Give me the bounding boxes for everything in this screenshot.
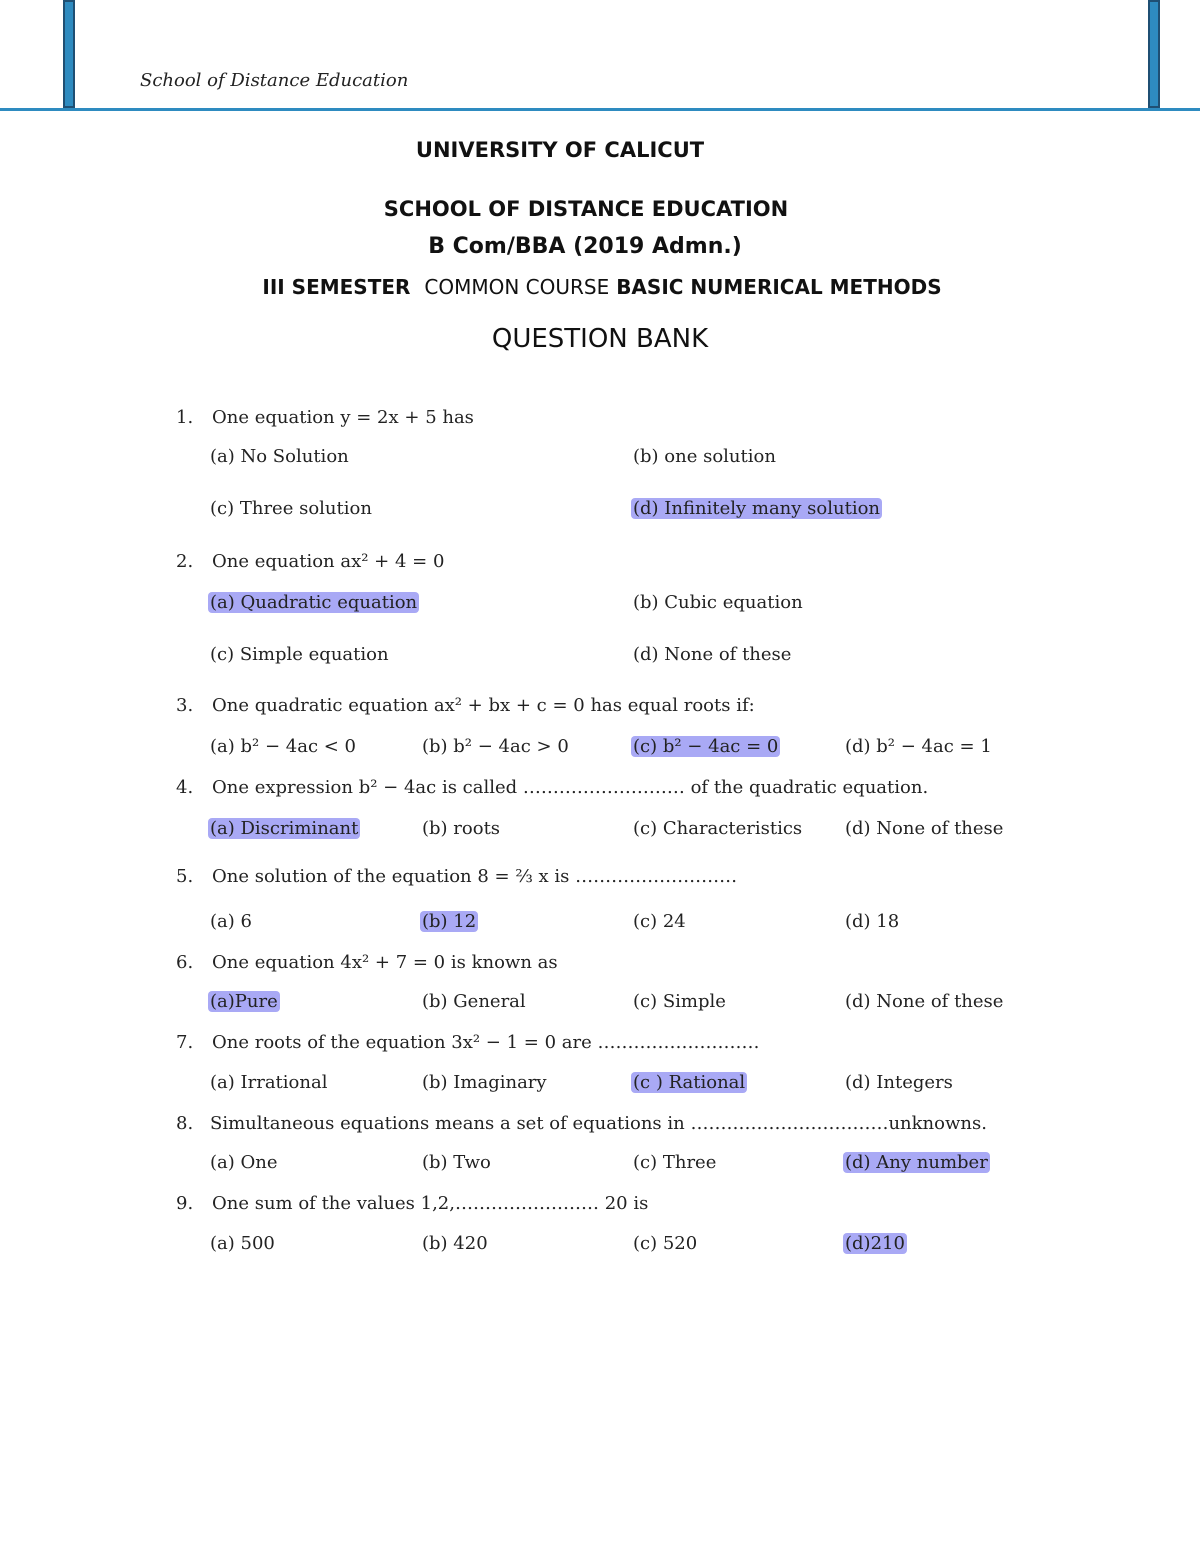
school-title: SCHOOL OF DISTANCE EDUCATION [383, 197, 789, 221]
course-title [2, 275, 1200, 299]
header-right-bar [1148, 0, 1160, 108]
option-c: (c) Three [633, 1152, 717, 1173]
option-d: (d) None of these [845, 991, 1004, 1012]
question-number: 2. [176, 551, 194, 572]
university-title: UNIVERSITY OF CALICUT [415, 138, 705, 162]
question-number: 8. [176, 1113, 194, 1134]
option-a: (a) b² − 4ac < 0 [210, 736, 357, 757]
question-text: Simultaneous equations means a set of equations in ……………………………unknowns. [210, 1113, 987, 1134]
question-text: One equation y = 2x + 5 has [212, 407, 474, 428]
question-text: One equation ax² + 4 = 0 [212, 551, 445, 572]
header-left-bar [63, 0, 75, 108]
option-b: (b) Cubic equation [633, 592, 803, 613]
option-a: (a) One [210, 1152, 278, 1173]
question-number: 9. [176, 1193, 194, 1214]
option-d-answer: (d) Any number [845, 1152, 988, 1173]
option-c-answer: (c) b² − 4ac = 0 [633, 736, 779, 757]
question-text: One quadratic equation ax² + bx + c = 0 has equal roots if: [212, 695, 755, 716]
option-c: (c) Simple equation [210, 644, 389, 665]
semester-label: III SEMESTER [262, 275, 411, 299]
question-number: 3. [176, 695, 194, 716]
option-c: (c) 520 [633, 1233, 698, 1254]
question-number: 1. [176, 407, 194, 428]
option-b-answer: (b) 12 [422, 911, 477, 932]
course-type-label: COMMON COURSE [424, 275, 610, 299]
option-d: (d) None of these [633, 644, 792, 665]
option-a-answer: (a)Pure [210, 991, 278, 1012]
option-d: (d) None of these [845, 818, 1004, 839]
question-bank-title: QUESTION BANK [491, 324, 709, 354]
option-d-answer: (d)210 [845, 1233, 905, 1254]
option-a: (a) 6 [210, 911, 252, 932]
option-d: (d) b² − 4ac = 1 [845, 736, 992, 757]
question-text: One equation 4x² + 7 = 0 is known as [212, 952, 558, 973]
option-b: (b) roots [422, 818, 501, 839]
question-number: 6. [176, 952, 194, 973]
option-a-answer: (a) Discriminant [210, 818, 359, 839]
option-b: (b) 420 [422, 1233, 488, 1254]
course-name-label: BASIC NUMERICAL METHODS [616, 275, 942, 299]
option-c: (c) Characteristics [633, 818, 803, 839]
option-c: (c) Three solution [210, 498, 372, 519]
option-c: (c) 24 [633, 911, 686, 932]
running-header: School of Distance Education [140, 70, 409, 91]
option-b: (b) one solution [633, 446, 776, 467]
header-rule [0, 108, 1200, 111]
option-d: (d) Integers [845, 1072, 953, 1093]
option-a-answer: (a) Quadratic equation [210, 592, 418, 613]
question-text: One expression b² − 4ac is called ……………………… of the quadratic equation. [212, 777, 929, 798]
option-b: (b) Two [422, 1152, 491, 1173]
option-a: (a) No Solution [210, 446, 349, 467]
option-b: (b) Imaginary [422, 1072, 547, 1093]
option-d-answer: (d) Infinitely many solution [633, 498, 881, 519]
option-a: (a) 500 [210, 1233, 275, 1254]
admission-title: B Com/BBA (2019 Admn.) [428, 234, 742, 259]
question-text: One sum of the values 1,2,…………………… 20 is [212, 1193, 649, 1214]
question-number: 7. [176, 1032, 194, 1053]
option-c-answer: (c ) Rational [633, 1072, 746, 1093]
option-b: (b) b² − 4ac > 0 [422, 736, 569, 757]
question-text: One solution of the equation 8 = ⅔ x is ……………………… [212, 866, 738, 887]
question-number: 5. [176, 866, 194, 887]
option-c: (c) Simple [633, 991, 726, 1012]
option-d: (d) 18 [845, 911, 900, 932]
question-number: 4. [176, 777, 194, 798]
question-text: One roots of the equation 3x² − 1 = 0 are ……………………… [212, 1032, 760, 1053]
option-a: (a) Irrational [210, 1072, 328, 1093]
option-b: (b) General [422, 991, 526, 1012]
